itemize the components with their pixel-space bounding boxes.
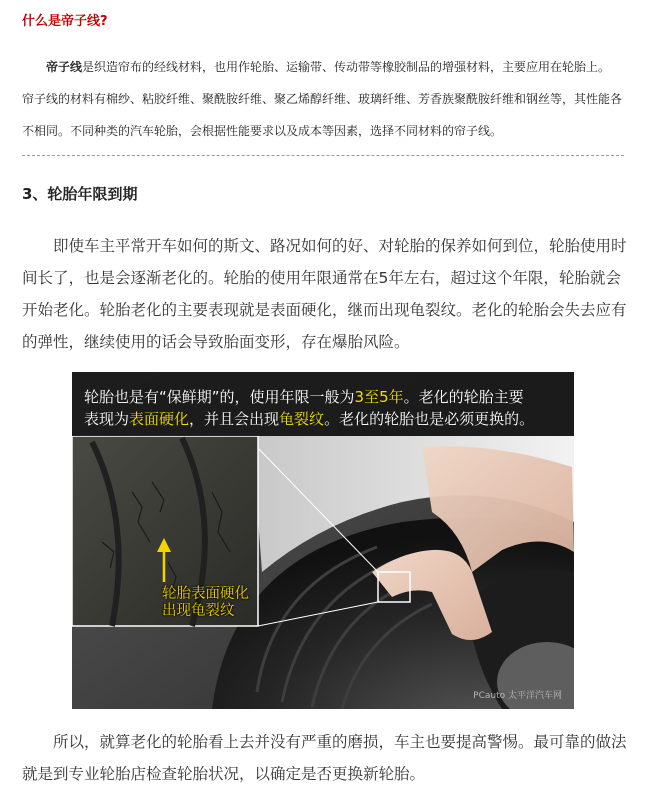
banner-highlight-years: 3至5年 (354, 388, 404, 406)
dashed-divider (22, 155, 624, 156)
banner-highlight-hardening: 表面硬化 (129, 410, 190, 428)
body-paragraph-1: 即使车主平常开车如何的斯文、路况如何的好、对轮胎的保养如何到位，轮胎使用时间长了，也是会逐渐老化的。轮胎的使用年限通常在5年左右，超过这个年限，轮胎就会开始老化。轮胎老化的主要表现就是表面硬化，继而出现龟裂纹。老化的轮胎会失去应有的弹性，继续使用的话会导致胎面变形，存在爆胎风险。 (22, 237, 627, 351)
banner-highlight-cracks: 龟裂纹 (279, 410, 325, 428)
callout-line-1: 轮胎表面硬化 (162, 586, 249, 602)
note-line-1 (22, 51, 634, 83)
banner-line-1 (84, 386, 524, 407)
tire-aging-photo (72, 372, 574, 709)
body-paragraph-2: 所以，就算老化的轮胎看上去并没有严重的磨损，车主也要提高警惕。最可靠的做法就是到专业轮胎店检查轮胎状况，以确定是否更换新轮胎。 (22, 733, 627, 783)
banner-line-2 (84, 408, 534, 429)
banner-text: 轮胎也是有“保鲜期”的，使用年限一般为 (84, 388, 355, 406)
note-line-1-text: 是织造帘布的经线材料，也用作轮胎、运输带、传动带等橡胶制品的增强材料，主要应用在轮胎上。 (82, 60, 611, 74)
note-term: 帝子线 (46, 60, 83, 74)
site-watermark: PCauto 太平洋汽车网 (473, 691, 562, 701)
section-heading: 3、轮胎年限到期 (22, 185, 138, 203)
photo-caption-banner (72, 372, 574, 436)
banner-text: 。老化的轮胎主要 (403, 388, 524, 406)
crack-callout-label (162, 586, 249, 620)
section-question-title: 什么是帝子线? (22, 14, 108, 29)
note-line-3: 不相同。不同种类的汽车轮胎，会根据性能要求以及成本等因素，选择不同材料的帘子线。 (22, 124, 503, 138)
banner-text: ，并且会出现 (189, 410, 280, 428)
callout-line-2: 出现龟裂纹 (162, 603, 235, 619)
note-paragraph (22, 51, 634, 147)
banner-text: 表现为 (84, 410, 130, 428)
note-line-2: 帘子线的材料有棉纱、粘胶纤维、聚酰胺纤维、聚乙烯醇纤维、玻璃纤维、芳香族聚酰胺纤维和钢丝等，其性能各 (22, 92, 623, 106)
banner-text: 。老化的轮胎也是必须更换的。 (324, 410, 535, 428)
